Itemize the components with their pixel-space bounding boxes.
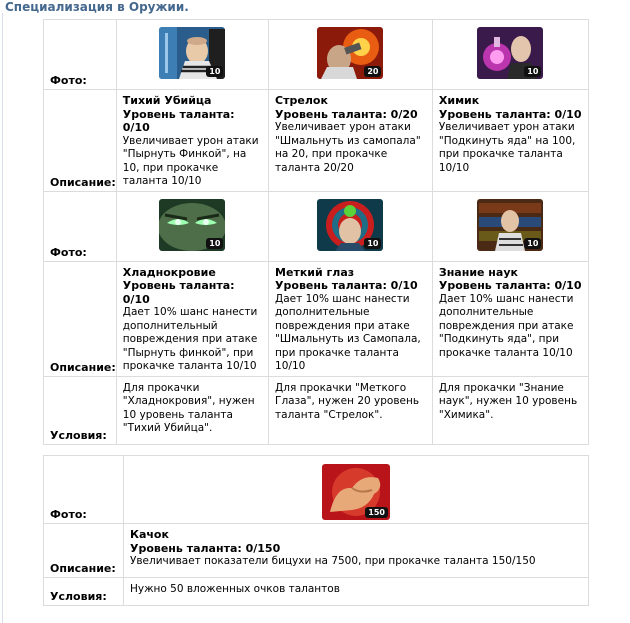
skill-photo-cell — [269, 191, 433, 261]
description-label: Описание: — [44, 261, 117, 376]
chemist-icon[interactable] — [477, 27, 543, 79]
science-knowledge-icon[interactable] — [477, 199, 543, 251]
skill-level: Уровень таланта: 0/150 — [129, 541, 281, 555]
skill-name: Стрелок — [275, 94, 328, 107]
skill-description — [432, 261, 588, 376]
skill-name: Меткий глаз — [275, 265, 355, 279]
level-badge: 10 — [364, 238, 381, 249]
skill-text: Увеличивает показатели бицухи на 7500, при прокачке таланта 150/150 — [129, 555, 536, 567]
photo-row — [44, 456, 589, 524]
skill-level: Уровень таланта: 0/10 — [438, 107, 582, 121]
muscle-arm-icon[interactable] — [322, 464, 390, 520]
conditions-row — [44, 376, 589, 444]
level-badge: 10 — [206, 238, 223, 249]
skill-level: Уровень таланта: 0/10 — [122, 107, 235, 134]
skill-level: Уровень таланта: 0/20 — [275, 107, 418, 121]
skill-condition: Для прокачки "Хладнокровия", нужен 10 уровень таланта "Тихий Убийца". — [116, 376, 268, 444]
description-label: Описание: — [44, 90, 117, 192]
shooter-icon[interactable] — [317, 27, 383, 79]
skill-photo-cell — [123, 456, 588, 524]
skill-text: Дает 10% шанс нанести дополнительный повреждения при атаке "Пырнуть финкой", при прокачке таланта 10/10 — [122, 306, 258, 372]
description-row — [44, 261, 589, 376]
skill-text: Дает 10% шанс нанести дополнительные повреждения при атаке "Подкинуть яда", при прокачке таланта 10/10 — [438, 292, 574, 359]
level-badge: 10 — [206, 66, 223, 77]
skill-description — [269, 90, 433, 192]
cold-blood-icon[interactable] — [159, 199, 225, 251]
photo-label: Фото: — [44, 20, 117, 90]
skill-level: Уровень таланта: 0/10 — [122, 279, 235, 306]
level-badge: 10 — [524, 66, 541, 77]
skill-photo-cell — [269, 20, 433, 90]
skill-text: Дает 10% шанс нанести дополнительные повреждения при атаке "Шмальнуть из Самопала, при прокачке таланта 10/10 — [275, 292, 421, 372]
skill-photo-cell — [432, 191, 588, 261]
skill-name: Знание наук — [438, 265, 518, 279]
description-row — [44, 90, 589, 192]
skill-level: Уровень таланта: 0/10 — [438, 279, 582, 292]
skill-name: Химик — [438, 94, 480, 107]
photo-row — [44, 191, 589, 261]
skill-text: Увеличивает урон атаки "Шмальнуть из самопала" на 20, при прокачке таланта 20/20 — [275, 121, 421, 174]
skill-name: Хладнокровие — [122, 265, 216, 279]
skill-photo-cell — [116, 20, 268, 90]
skill-text: Увеличивает урон атаки "Подкинуть яда" на 100, при прокачке таланта 10/10 — [438, 121, 576, 174]
skill-photo-cell — [432, 20, 588, 90]
kachok-table — [43, 455, 589, 606]
skill-photo-cell — [116, 191, 268, 261]
skill-level: Уровень таланта: 0/10 — [275, 279, 418, 292]
silent-killer-icon[interactable] — [159, 27, 225, 79]
skill-name: Качок — [129, 528, 169, 541]
level-badge: 150 — [365, 507, 388, 518]
skill-description — [432, 90, 588, 192]
conditions-row — [44, 578, 589, 606]
left-border-line — [2, 13, 3, 623]
skill-condition: Нужно 50 вложенных очков талантов — [123, 578, 588, 606]
skill-description — [116, 261, 268, 376]
description-label: Описание: — [44, 524, 124, 578]
skill-name: Тихий Убийца — [122, 94, 212, 107]
skill-description — [123, 524, 588, 578]
skill-text: Увеличивает урон атаки "Пырнуть Финкой", на 10, при прокачке таланта 10/10 — [122, 134, 259, 187]
conditions-label: Условия: — [44, 578, 124, 606]
photo-row — [44, 20, 589, 90]
skill-condition: Для прокачки "Меткого Глаза", нужен 20 уровень таланта "Стрелок". — [269, 376, 433, 444]
photo-label: Фото: — [44, 456, 124, 524]
page-title: Специализация в Оружии. — [5, 0, 189, 14]
description-row — [44, 524, 589, 578]
weapon-specialization-table — [43, 19, 589, 445]
sharp-eye-icon[interactable] — [317, 199, 383, 251]
skill-description — [116, 90, 268, 192]
photo-label: Фото: — [44, 191, 117, 261]
skill-description — [269, 261, 433, 376]
conditions-label: Условия: — [44, 376, 117, 444]
skill-condition: Для прокачки "Знание наук", нужен 10 уровень "Химика". — [432, 376, 588, 444]
level-badge: 20 — [364, 66, 381, 77]
level-badge: 10 — [524, 238, 541, 249]
